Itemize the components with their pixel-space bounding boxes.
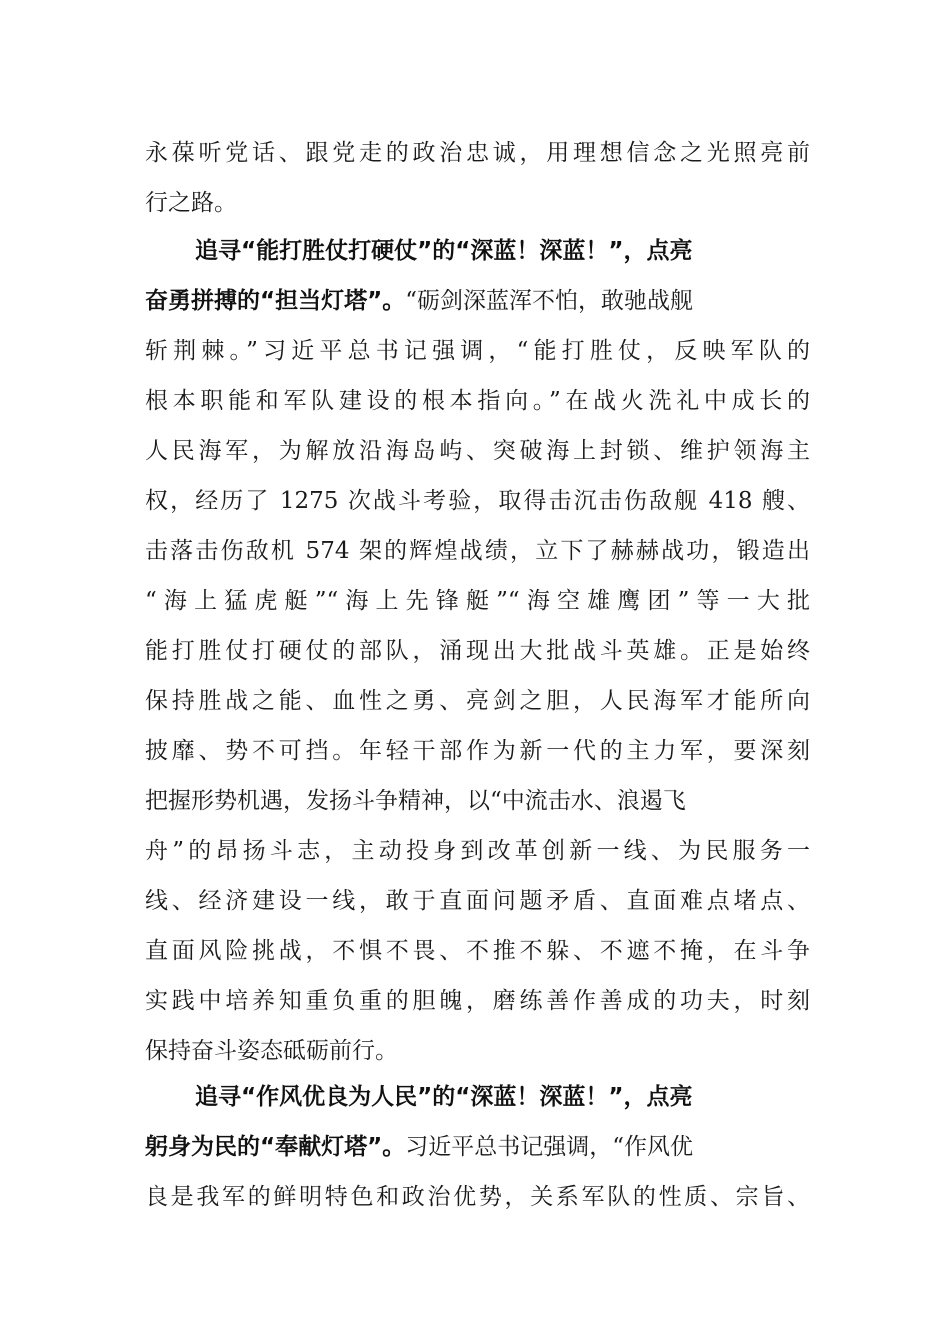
text-line: “海上猛虎艇”“海上先锋艇”“海空雄鹰团”等一大批 xyxy=(145,588,810,614)
text-line: 保持胜战之能、血性之勇、亮剑之胆，人民海军才能所向 xyxy=(145,688,810,714)
text-line: 永葆听党话、跟党走的政治忠诚，用理想信念之光照亮前 xyxy=(145,140,810,166)
section-2-heading: 追寻“作风优良为人民”的“深蓝！深蓝！”，点亮 xyxy=(195,1084,693,1110)
text-line: 披靡、势不可挡。年轻干部作为新一代的主力军，要深刻 xyxy=(145,738,810,764)
section-2-heading-bold: 躬身为民的“奉献灯塔”。 xyxy=(145,1134,406,1160)
text-line: 线、经济建设一线，敢于直面问题矛盾、直面难点堵点、 xyxy=(145,888,810,914)
text-line: 击落击伤敌机 574 架的辉煌战绩，立下了赫赫战功，锻造出 xyxy=(145,538,810,564)
section-1-heading-bold: 奋勇拼搏的“担当灯塔”。 xyxy=(145,288,406,314)
section-2-heading-line-2 xyxy=(145,1122,810,1172)
section-2-paragraph xyxy=(145,1072,810,1222)
text-line: 斩荆棘。”习近平总书记强调，“能打胜仗，反映军队的 xyxy=(145,338,810,364)
section-1-paragraph xyxy=(145,226,810,1076)
section-1-heading-rest: “砺剑深蓝浑不怕，敢驰战舰 xyxy=(405,288,693,314)
text-line: 实践中培养知重负重的胆魄，磨练善作善成的功夫，时刻 xyxy=(145,988,810,1014)
intro-paragraph xyxy=(145,128,810,228)
text-line: 良是我军的鲜明特色和政治优势，关系军队的性质、宗旨、 xyxy=(145,1184,810,1210)
text-line: 行之路。 xyxy=(145,190,237,216)
text-line: 能打胜仗打硬仗的部队，涌现出大批战斗英雄。正是始终 xyxy=(145,638,810,664)
text-line: 权，经历了 1275 次战斗考验，取得击沉击伤敌舰 418 艘、 xyxy=(145,488,810,514)
text-line: 直面风险挑战，不惧不畏、不推不躲、不遮不掩，在斗争 xyxy=(145,938,810,964)
text-line: 舟”的昂扬斗志，主动投身到改革创新一线、为民服务一 xyxy=(145,838,810,864)
section-1-heading-line-2 xyxy=(145,276,810,326)
text-line: 人民海军，为解放沿海岛屿、突破海上封锁、维护领海主 xyxy=(145,438,810,464)
text-line: 根本职能和军队建设的根本指向。”在战火洗礼中成长的 xyxy=(145,388,810,414)
text-line: 把握形势机遇，发扬斗争精神，以“中流击水、浪遏飞 xyxy=(145,788,686,814)
text-line: 保持奋斗姿态砥砺前行。 xyxy=(145,1038,398,1064)
section-2-heading-rest: 习近平总书记强调，“作风优 xyxy=(405,1134,693,1160)
section-1-heading: 追寻“能打胜仗打硬仗”的“深蓝！深蓝！”，点亮 xyxy=(195,238,693,264)
